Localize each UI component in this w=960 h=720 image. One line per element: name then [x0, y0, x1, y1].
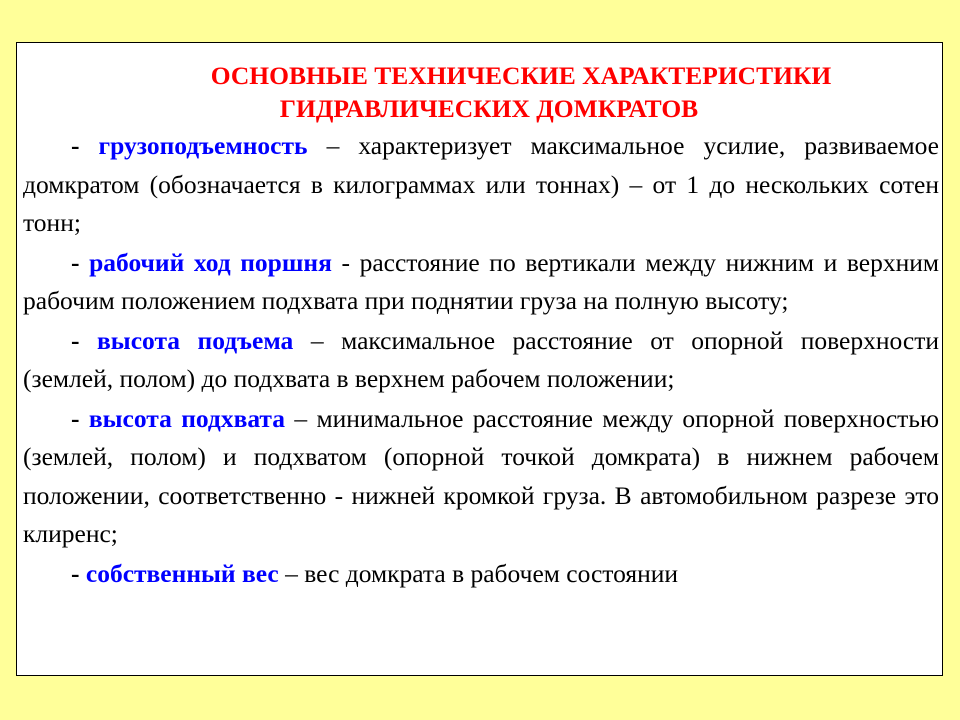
- list-item: [23, 244, 939, 321]
- item-dash: -: [71, 558, 86, 588]
- item-text: – минимальное расстояние между опорной поверхностью (землей, полом) и подхватом (опорной точкой домкрата) в нижнем рабочем положении, соответственно - нижней кромкой груза. В автомобильном разрезе это клиренс;: [23, 403, 940, 548]
- slide-title: [23, 59, 939, 125]
- content-panel: [16, 42, 943, 676]
- item-term: высота подъема: [97, 325, 294, 355]
- list-item: [23, 400, 939, 554]
- item-term: грузоподъемность: [98, 131, 308, 160]
- item-text: – максимальное расстояние от опорной поверхности (землей, полом) до подхвата в верхнем рабочем положении;: [23, 325, 939, 393]
- list-item: [23, 127, 939, 243]
- item-term: собственный вес: [85, 558, 279, 588]
- title-line-2: ГИДРАВЛИЧЕСКИХ ДОМКРАТОВ: [279, 94, 699, 123]
- list-item: [23, 555, 939, 594]
- item-dash: -: [71, 403, 89, 433]
- item-dash: -: [71, 131, 99, 160]
- item-text: – вес домкрата в рабочем состоянии: [278, 558, 679, 588]
- item-text: - расстояние по вертикали между нижним и верхним рабочим положением подхвата при поднятии груза на полную высоту;: [23, 247, 939, 315]
- item-text: – характеризует максимальное усилие, развиваемое домкратом (обозначается в килограммах или тоннах) – от 1 до нескольких сотен тонн;: [23, 131, 939, 237]
- item-dash: -: [71, 247, 90, 277]
- list-item: [23, 322, 939, 399]
- title-line-1: ОСНОВНЫЕ ТЕХНИЧЕСКИЕ ХАРАКТЕРИСТИКИ: [210, 61, 832, 90]
- item-term: рабочий ход поршня: [89, 247, 332, 277]
- item-dash: -: [71, 325, 98, 355]
- item-term: высота подхвата: [88, 403, 286, 433]
